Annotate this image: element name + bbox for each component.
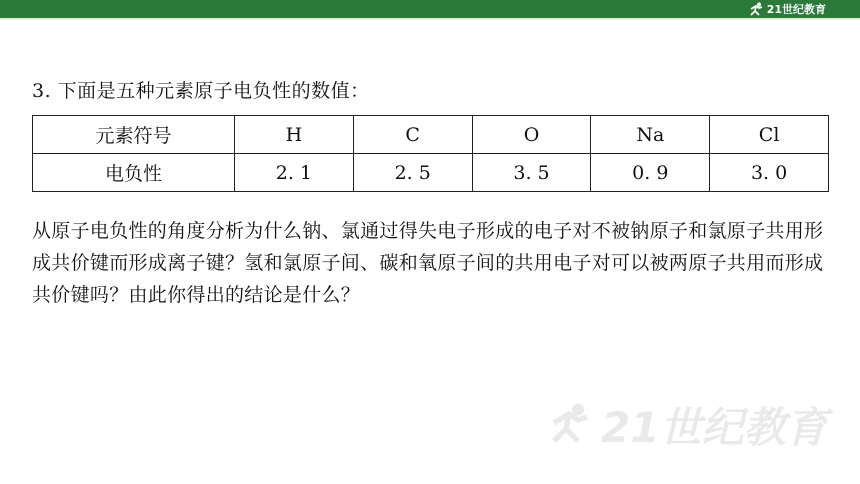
brand-logo [748,1,826,17]
question-body: 从原子电负性的角度分析为什么钠、氯通过得失电子形成的电子对不被钠原子和氯原子共用形成共价键而形成离子键？氢和氯原子间、碳和氧原子间的共用电子对可以被两原子共用而形成共价键吗？由此你得出的结论是什么？ [32,220,824,306]
table-cell: 电负性 [33,154,235,192]
runner-icon [748,2,764,16]
table-cell: 元素符号 [33,116,235,154]
brand-name: 21世纪教育 [766,3,826,16]
runner-icon [545,401,593,449]
table-row [33,154,829,192]
table-cell: 2. 5 [353,154,472,192]
header-bar [0,0,860,18]
question-title: 3. 下面是五种元素原子电负性的数值： [32,80,370,102]
table-cell: 3. 0 [710,154,829,192]
watermark-text: 21世纪教育 [601,403,828,452]
table-cell: O [472,116,591,154]
table-cell: 0. 9 [591,154,710,192]
watermark [545,385,835,465]
table-cell: 2. 1 [235,154,354,192]
table-cell: Cl [710,116,829,154]
table-row [33,116,829,154]
table-cell: H [235,116,354,154]
table-cell: 3. 5 [472,154,591,192]
table-cell: Na [591,116,710,154]
electronegativity-table [32,115,829,192]
header-divider [0,18,860,20]
table-cell: C [353,116,472,154]
